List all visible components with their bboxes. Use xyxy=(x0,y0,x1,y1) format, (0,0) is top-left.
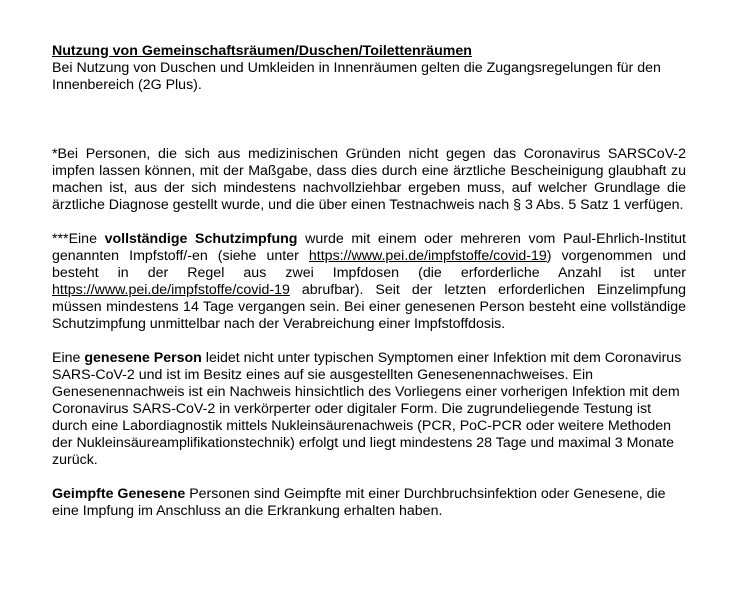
paragraph-text: leidet nicht unter typischen Symptomen einer Infektion mit dem Coronavirus SARS-CoV-2 und ist im Besitz eines auf sie ausgestellten Genesenennachweises. Ein Genesenennachweis ist ein Nachweis hinsichtlich des Vorliegens einer vorherigen Infektion mit dem Coronavirus SARS-CoV-2 in verkörperter oder digitaler Form. Die zugrundeliegende Testung ist durch eine Labordiagnostik mittels Nukleinsäurenachweis (PCR, PoC-PCR oder weitere Methoden der Nukleinsäureamplifikationstechnik) erfolgt und liegt mindestens 28 Tage und maximal 3 Monate zurück. xyxy=(52,350,682,468)
intro-paragraph: Bei Nutzung von Duschen und Umkleiden in Innenräumen gelten die Zugangsregelungen für den Innenbereich (2G Plus). xyxy=(52,60,661,93)
pei-link[interactable]: https://www.pei.de/impfstoffe/covid-19 xyxy=(308,248,547,264)
section-heading: Nutzung von Gemeinschaftsräumen/Duschen/Toilettenräumen xyxy=(52,43,472,59)
footnote-text: ) vorgenommen und besteht in der Regel aus zwei Impfdosen (die erforderliche Anzahl ist unter xyxy=(52,248,687,281)
spacer xyxy=(52,333,686,350)
footnote-text: wurde mit einem oder mehreren vom Paul-Ehrlich-Institut genannten Impfstoff/-en (siehe unter xyxy=(52,231,686,264)
term-vaccinated-recovered: Geimpfte Genesene xyxy=(52,486,186,502)
spacer xyxy=(52,469,686,486)
term-full-vaccination: vollständige Schutzimpfung xyxy=(104,231,298,247)
footnote-text: abrufbar). Seit der letzten erforderlichen Einzelimpfung müssen mindestens 14 Tage vergangen sein. Bei einer genesenen Person besteht eine vollständige Schutzimpfung unmittelbar nach der Verabreichung einer Impfstoffdosis. xyxy=(52,282,686,332)
spacer xyxy=(52,94,686,146)
pei-link[interactable]: https://www.pei.de/impfstoffe/covid-19 xyxy=(52,282,290,298)
recovered-person-paragraph xyxy=(52,350,686,469)
footnote-prefix: ***Eine xyxy=(52,231,105,247)
paragraph-prefix: Eine xyxy=(52,350,85,366)
document-page xyxy=(52,43,686,520)
paragraph-text: Personen sind Geimpfte mit einer Durchbruchsinfektion oder Genesene, die eine Impfung im Anschluss an die Erkrankung erhalten haben. xyxy=(52,486,666,519)
term-recovered-person: genesene Person xyxy=(84,350,202,366)
spacer xyxy=(52,214,686,231)
footnote-full-vaccination xyxy=(52,231,686,333)
vaccinated-recovered-paragraph xyxy=(52,486,686,520)
footnote-medical-exemption: *Bei Personen, die sich aus medizinischen Gründen nicht gegen das Coronavirus SARSCoV-2 impfen lassen können, mit der Maßgabe, dass dies durch eine ärztliche Bescheinigung glaubhaft zu machen ist, aus der sich mindestens nachvollziehbar ergeben muss, auf welcher Grundlage die ärztliche Diagnose gestellt wurde, und die über einen Testnachweis nach § 3 Abs. 5 Satz 1 verfügen. xyxy=(52,146,686,213)
